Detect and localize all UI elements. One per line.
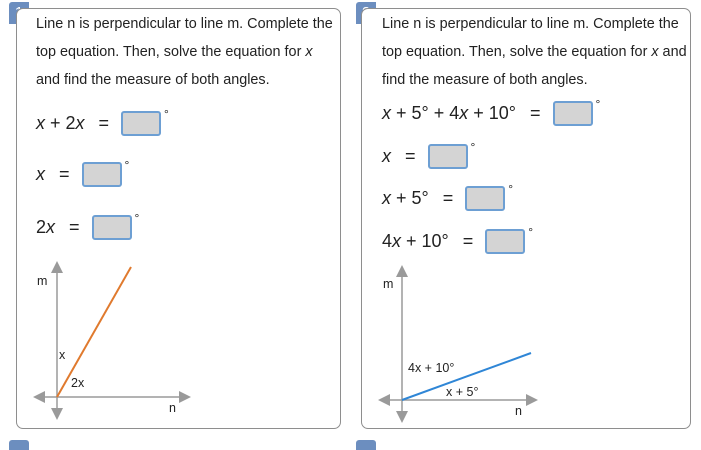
equation-expression: 2x: [36, 217, 56, 237]
equals-sign: =: [98, 113, 110, 133]
degree-symbol: °: [528, 224, 534, 239]
prompt-text-part1: Line n is perpendicular to line m. Complete the top equation. Then, solve the equation for: [382, 16, 679, 60]
equation-expression: x: [382, 146, 391, 166]
label-m: m: [37, 274, 48, 288]
equals-sign: =: [69, 217, 80, 237]
equation-expression: x + 5° + 4x + 10°: [382, 103, 516, 123]
equation-expression: x + 2x: [36, 113, 85, 133]
equation-expression: x: [36, 164, 45, 184]
prompt-variable: x: [305, 44, 313, 60]
angle-diagram-1: [17, 9, 342, 430]
degree-symbol: °: [164, 106, 169, 121]
degree-symbol: °: [595, 96, 601, 111]
equation-expression: x + 5°: [382, 188, 429, 208]
equals-sign: =: [442, 188, 454, 208]
prompt-text-part1: Line n is perpendicular to line m. Complete the top equation. Then, solve the equation for: [36, 16, 333, 60]
prompt-variable: x: [651, 44, 659, 60]
equals-sign: =: [462, 231, 474, 251]
label-n: n: [169, 401, 176, 415]
next-problem-badge: [9, 440, 29, 450]
degree-symbol: °: [124, 157, 130, 172]
label-angle-upper: 4x + 10°: [408, 361, 455, 375]
next-problem-badge: [356, 440, 376, 450]
degree-symbol: °: [508, 181, 514, 196]
equals-sign: =: [529, 103, 541, 123]
angle-diagram-2: [362, 9, 692, 430]
degree-symbol: °: [470, 139, 476, 154]
problem-card-1: [16, 8, 341, 429]
angle-ray: [57, 267, 131, 397]
prompt-text-part2: and find the measure of both angles.: [36, 72, 270, 88]
equals-sign: =: [59, 164, 70, 184]
prompt-text-part2: and find the measure of both angles.: [382, 44, 687, 88]
equation-expression: 4x + 10°: [382, 231, 449, 251]
label-angle-lower: x + 5°: [446, 385, 479, 399]
label-angle-upper: x: [59, 348, 66, 362]
problem-card-2: [361, 8, 691, 429]
equals-sign: =: [405, 146, 416, 166]
label-n: n: [515, 404, 522, 418]
degree-symbol: °: [134, 210, 140, 225]
label-angle-lower: 2x: [71, 376, 85, 390]
label-m: m: [383, 277, 394, 291]
